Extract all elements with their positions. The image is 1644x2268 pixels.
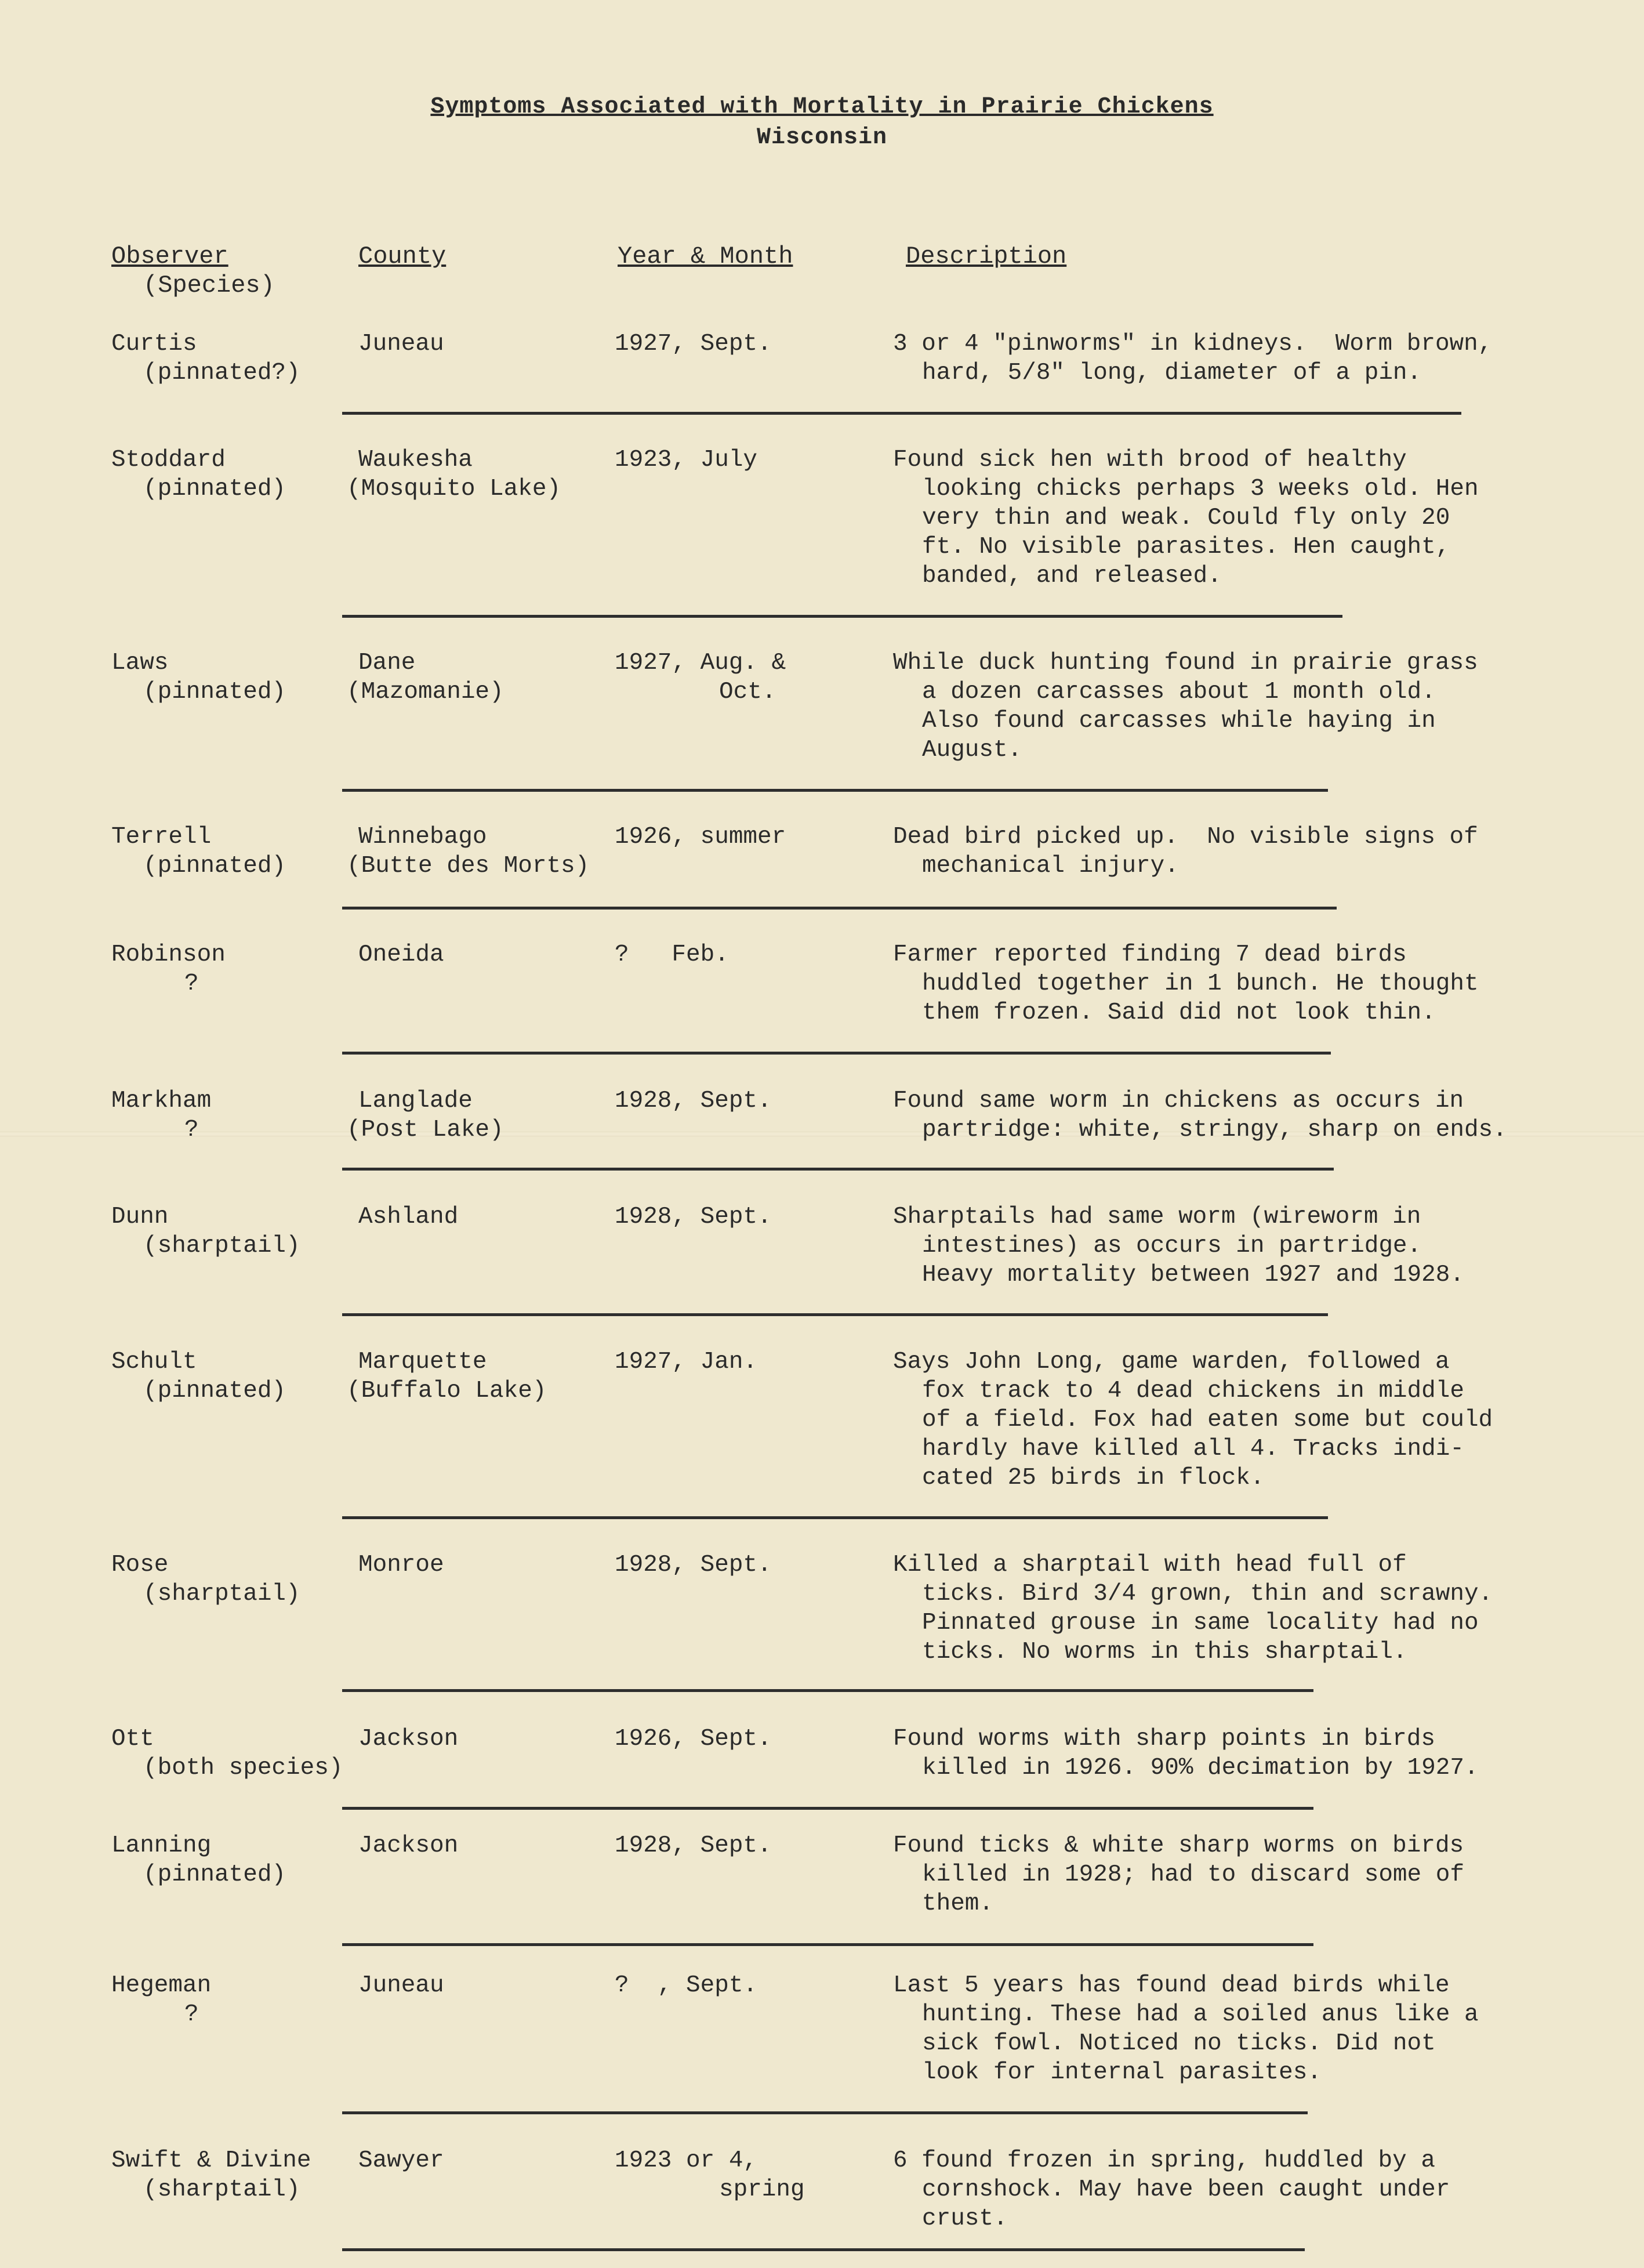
observer-species: ? bbox=[184, 2001, 199, 2028]
description-line: crust. bbox=[922, 2205, 1008, 2232]
description-line: huddled together in 1 bunch. He thought bbox=[922, 970, 1479, 997]
year-month: 1928, Sept. bbox=[615, 1088, 772, 1114]
header-county: County bbox=[358, 242, 447, 270]
observer-species: (pinnated) bbox=[143, 1378, 286, 1404]
row-separator bbox=[342, 907, 1337, 910]
description-line: a dozen carcasses about 1 month old. bbox=[922, 679, 1436, 705]
county-locality: (Buffalo Lake) bbox=[347, 1378, 547, 1404]
observer-name: Curtis bbox=[111, 331, 197, 357]
description-line: fox track to 4 dead chickens in middle bbox=[922, 1378, 1464, 1404]
county-name: Langlade bbox=[358, 1088, 473, 1114]
observer-name: Swift & Divine bbox=[111, 2147, 311, 2174]
observer-species: (pinnated) bbox=[143, 853, 286, 879]
observer-species: (both species) bbox=[143, 1755, 343, 1781]
description-line: them. bbox=[922, 1890, 994, 1917]
description-line: Dead bird picked up. No visible signs of bbox=[893, 824, 1478, 850]
year-month: 1928, Sept. bbox=[615, 1552, 772, 1578]
description-line: Found worms with sharp points in birds bbox=[893, 1726, 1435, 1752]
description-line: 6 found frozen in spring, huddled by a bbox=[893, 2147, 1435, 2174]
page-title: Symptoms Associated with Mortality in Prairie Chickens bbox=[430, 94, 1214, 120]
county-name: Waukesha bbox=[358, 447, 473, 473]
county-name: Winnebago bbox=[358, 824, 487, 850]
county-locality: (Mazomanie) bbox=[347, 679, 504, 705]
year-month: spring bbox=[719, 2176, 805, 2203]
observer-species: (sharptail) bbox=[143, 1233, 300, 1259]
description-line: of a field. Fox had eaten some but could bbox=[922, 1407, 1493, 1433]
county-name: Oneida bbox=[358, 941, 444, 968]
row-separator bbox=[342, 615, 1342, 618]
description-line: ft. No visible parasites. Hen caught, bbox=[922, 534, 1450, 560]
observer-name: Markham bbox=[111, 1088, 212, 1114]
description-line: them frozen. Said did not look thin. bbox=[922, 999, 1436, 1026]
county-name: Jackson bbox=[358, 1726, 459, 1752]
year-month: ? , Sept. bbox=[615, 1972, 758, 1999]
year-month: 1926, Sept. bbox=[615, 1726, 772, 1752]
observer-name: Robinson bbox=[111, 941, 226, 968]
description-line: mechanical injury. bbox=[922, 853, 1179, 879]
year-month: 1923, July bbox=[615, 447, 758, 473]
observer-species: ? bbox=[184, 970, 199, 997]
description-line: Sharptails had same worm (wireworm in bbox=[893, 1204, 1421, 1230]
observer-name: Ott bbox=[111, 1726, 154, 1752]
description-line: Farmer reported finding 7 dead birds bbox=[893, 941, 1407, 968]
description-line: ticks. No worms in this sharptail. bbox=[922, 1639, 1407, 1665]
year-month: 1928, Sept. bbox=[615, 1204, 772, 1230]
county-name: Sawyer bbox=[358, 2147, 444, 2174]
description-line: Pinnated grouse in same locality had no bbox=[922, 1610, 1479, 1636]
county-locality: (Butte des Morts) bbox=[347, 853, 590, 879]
row-separator bbox=[342, 1689, 1313, 1692]
description-line: look for internal parasites. bbox=[922, 2059, 1322, 2086]
county-name: Dane bbox=[358, 650, 416, 676]
description-line: ticks. Bird 3/4 grown, thin and scrawny. bbox=[922, 1581, 1493, 1607]
description-line: killed in 1926. 90% decimation by 1927. bbox=[922, 1755, 1479, 1781]
year-month: 1927, Sept. bbox=[615, 331, 772, 357]
row-separator bbox=[342, 2248, 1305, 2251]
county-locality: (Post Lake) bbox=[347, 1117, 504, 1143]
year-month: 1923 or 4, bbox=[615, 2147, 758, 2174]
row-separator bbox=[342, 789, 1328, 792]
observer-name: Dunn bbox=[111, 1204, 169, 1230]
year-month: ? Feb. bbox=[615, 941, 729, 968]
description-line: banded, and released. bbox=[922, 563, 1222, 589]
description-line: cated 25 birds in flock. bbox=[922, 1465, 1265, 1491]
description-line: Says John Long, game warden, followed a bbox=[893, 1349, 1450, 1375]
observer-name: Laws bbox=[111, 650, 169, 676]
observer-name: Terrell bbox=[111, 824, 212, 850]
county-name: Ashland bbox=[358, 1204, 459, 1230]
year-month: 1927, Jan. bbox=[615, 1349, 758, 1375]
row-separator bbox=[342, 1943, 1313, 1946]
observer-species: (pinnated) bbox=[143, 476, 286, 502]
row-separator bbox=[342, 1168, 1334, 1171]
observer-name: Schult bbox=[111, 1349, 197, 1375]
description-line: looking chicks perhaps 3 weeks old. Hen bbox=[922, 476, 1479, 502]
description-line: killed in 1928; had to discard some of bbox=[922, 1861, 1464, 1888]
observer-name: Stoddard bbox=[111, 447, 226, 473]
year-month: Oct. bbox=[719, 679, 776, 705]
description-line: Last 5 years has found dead birds while bbox=[893, 1972, 1450, 1999]
description-line: 3 or 4 "pinworms" in kidneys. Worm brown, bbox=[893, 331, 1493, 357]
county-name: Juneau bbox=[358, 1972, 444, 1999]
description-line: cornshock. May have been caught under bbox=[922, 2176, 1450, 2203]
county-locality: (Mosquito Lake) bbox=[347, 476, 561, 502]
county-name: Juneau bbox=[358, 331, 444, 357]
description-line: hunting. These had a soiled anus like a bbox=[922, 2001, 1479, 2028]
header-description: Description bbox=[906, 242, 1067, 270]
description-line: hardly have killed all 4. Tracks indi- bbox=[922, 1436, 1464, 1462]
observer-species: (sharptail) bbox=[143, 1581, 300, 1607]
row-separator bbox=[342, 1313, 1328, 1316]
description-line: Heavy mortality between 1927 and 1928. bbox=[922, 1262, 1464, 1288]
year-month: 1927, Aug. & bbox=[615, 650, 786, 676]
observer-species: (pinnated?) bbox=[143, 360, 300, 386]
description-line: Found ticks & white sharp worms on birds bbox=[893, 1832, 1464, 1859]
description-line: While duck hunting found in prairie grass bbox=[893, 650, 1478, 676]
description-line: Also found carcasses while haying in bbox=[922, 708, 1436, 734]
description-line: August. bbox=[922, 737, 1022, 763]
observer-species: (pinnated) bbox=[143, 1861, 286, 1888]
description-line: intestines) as occurs in partridge. bbox=[922, 1233, 1422, 1259]
row-separator bbox=[342, 1516, 1328, 1519]
page-subtitle: Wisconsin bbox=[756, 125, 888, 151]
year-month: 1928, Sept. bbox=[615, 1832, 772, 1859]
description-line: hard, 5/8" long, diameter of a pin. bbox=[922, 360, 1422, 386]
description-line: Killed a sharptail with head full of bbox=[893, 1552, 1407, 1578]
county-name: Jackson bbox=[358, 1832, 459, 1859]
row-separator bbox=[342, 2111, 1308, 2114]
description-line: partridge: white, stringy, sharp on ends. bbox=[922, 1117, 1507, 1143]
description-line: very thin and weak. Could fly only 20 bbox=[922, 505, 1450, 531]
description-line: Found sick hen with brood of healthy bbox=[893, 447, 1407, 473]
description-line: sick fowl. Noticed no ticks. Did not bbox=[922, 2030, 1436, 2057]
header-year-month: Year & Month bbox=[618, 242, 793, 270]
observer-species: (pinnated) bbox=[143, 679, 286, 705]
observer-name: Rose bbox=[111, 1552, 169, 1578]
row-separator bbox=[342, 412, 1461, 415]
description-line: Found same worm in chickens as occurs in bbox=[893, 1088, 1464, 1114]
county-name: Monroe bbox=[358, 1552, 444, 1578]
observer-name: Hegeman bbox=[111, 1972, 212, 1999]
header-observer: Observer bbox=[111, 242, 228, 270]
observer-species: (sharptail) bbox=[143, 2176, 300, 2203]
county-name: Marquette bbox=[358, 1349, 487, 1375]
observer-name: Lanning bbox=[111, 1832, 212, 1859]
observer-species: ? bbox=[184, 1117, 199, 1143]
header-species: (Species) bbox=[143, 271, 275, 299]
row-separator bbox=[342, 1052, 1331, 1055]
year-month: 1926, summer bbox=[615, 824, 786, 850]
row-separator bbox=[342, 1807, 1313, 1810]
